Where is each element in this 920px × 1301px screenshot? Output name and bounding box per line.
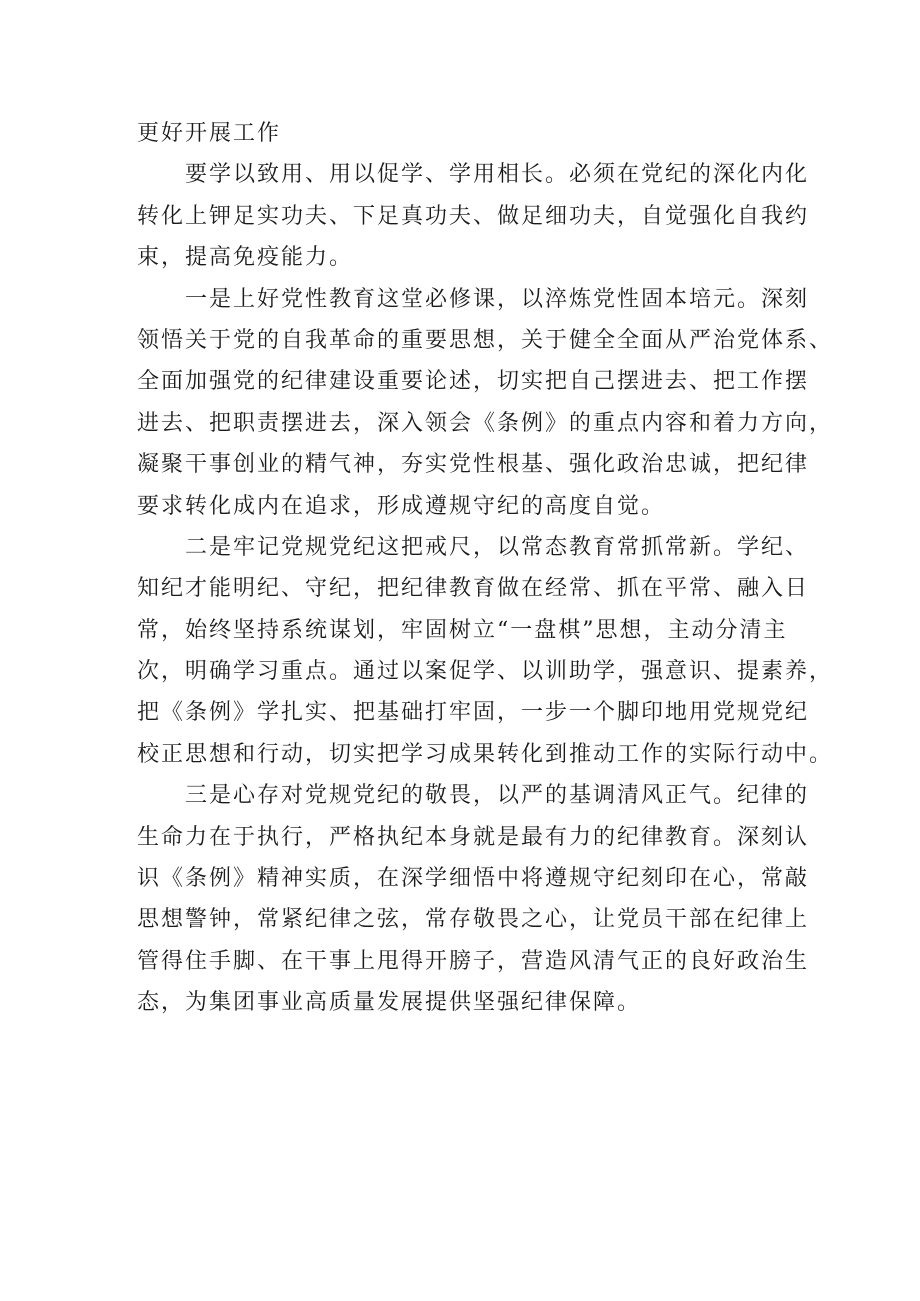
text-line: 识《条例》精神实质，在深学细悟中将遵规守纪刻印在心，常敲: [137, 866, 810, 892]
text-line: 思想警钟，常紧纪律之弦，常存敬畏之心，让党员干部在纪律上: [137, 907, 810, 933]
text-line: 生命力在于执行，严格执纪本身就是最有力的纪律教育。深刻认: [137, 824, 810, 850]
text-line: 转化上钾足实功夫、下足真功夫、做足细功夫，自觉强化自我约: [137, 203, 810, 229]
text-line: 更好开展工作: [137, 121, 282, 146]
text-line: 知纪才能明纪、守纪，把纪律教育做在经常、抓在平常、融入日: [137, 576, 810, 602]
text-line: 一是上好党性教育这堂必修课，以淬炼党性固本培元。深刻: [185, 286, 810, 312]
text-line: 常，始终坚持系统谋划，牢固树立“一盘棋”思想，主动分清主: [137, 617, 788, 643]
text-line: 全面加强党的纪律建设重要论述，切实把自己摆进去、把工作摆: [137, 369, 810, 395]
text-line: 要求转化成内在追求，形成遵规守纪的高度自觉。: [137, 493, 666, 519]
text-line: 进去、把职责摆进去，深入领会《条例》的重点内容和着力方向，: [137, 410, 834, 436]
text-line: 把《条例》学扎实、把基础打牢固，一步一个脚印地用党规党纪: [137, 700, 810, 726]
text-line: 三是心存对党规党纪的敬畏，以严的基调清风正气。纪律的: [185, 783, 810, 809]
document-body: [137, 113, 834, 1024]
text-line: 要学以致用、用以促学、学用相长。必须在党纪的深化内化: [185, 162, 810, 188]
text-line: 二是牢记党规党纪这把戒尺，以常态教育常抓常新。学纪、: [185, 534, 810, 560]
text-line: 校正思想和行动，切实把学习成果转化到推动工作的实际行动中。: [137, 741, 834, 767]
text-line: 束，提高免疫能力。: [137, 245, 354, 271]
text-line: 次，明确学习重点。通过以案促学、以训助学，强意识、提素养，: [137, 659, 834, 685]
text-line: 领悟关于党的自我革命的重要思想，关于健全全面从严治党体系、: [137, 327, 834, 353]
text-line: 态，为集团事业高质量发展提供坚强纪律保障。: [137, 990, 642, 1016]
text-line: 管得住手脚、在干事上甩得开膀子，营造风清气正的良好政治生: [137, 948, 810, 974]
text-line: 凝聚干事创业的精气神，夯实党性根基、强化政治忠诚，把纪律: [137, 452, 810, 478]
